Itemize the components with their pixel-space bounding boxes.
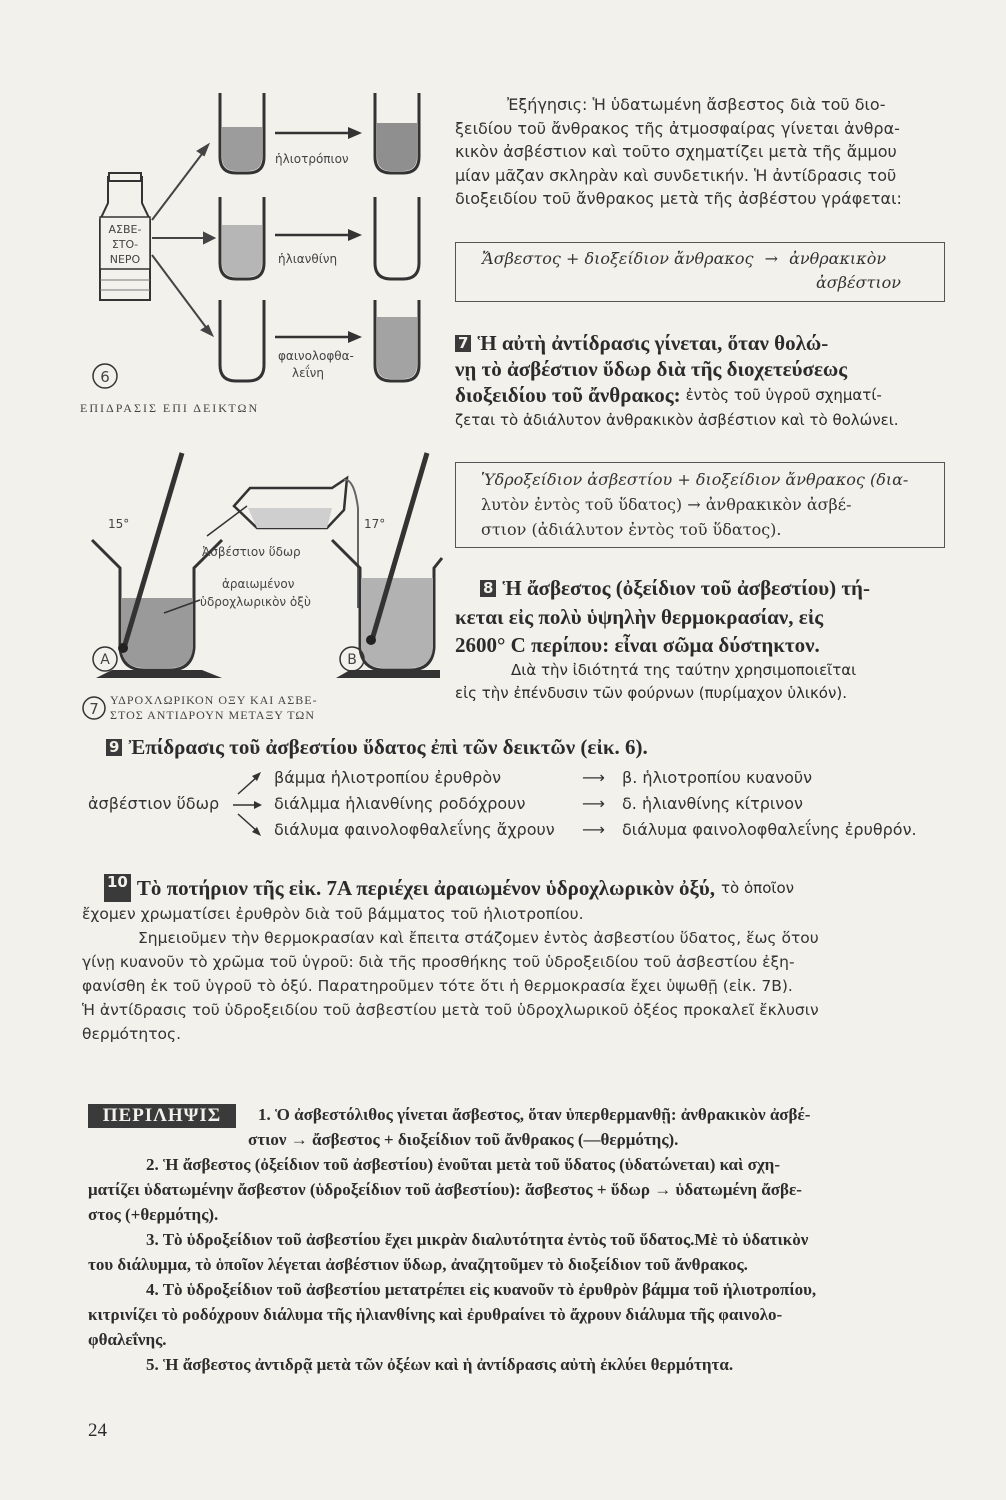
equation-1-rhs-1: ἀνθρακικὸν xyxy=(789,249,887,268)
lime-water-bottle xyxy=(100,173,150,300)
section-8 xyxy=(480,574,955,602)
summary-line: ματίζει ὑδατωμένην ἄσβεστον (ὑδροξείδιον τοῦ ἀσβεστίου): ἄσβεστος + ὕδωρ → ὑδατωμένη ἄσβε- xyxy=(88,1180,802,1199)
reaction-from-2: διάλμμα ἡλιανθίνης ροδόχρουν xyxy=(274,794,526,813)
section-7-heading-3: διοξειδίου τοῦ ἄνθρακος: xyxy=(455,383,681,407)
section-10-heading-tail: τὸ ὁποῖον xyxy=(721,879,795,897)
figure-6-caption: ΕΠΙΔΡΑΣΙΣ ΕΠΙ ΔΕΙΚΤΩΝ xyxy=(80,401,260,415)
summary-line: 4. Τὸ ὑδροξείδιον τοῦ ἀσβεστίου μετατρέπει εἰς κυανοῦν τὸ ἐρυθρὸν βάμμα τοῦ ἡλιοτροπίου, xyxy=(146,1280,817,1299)
thermometer-b-temp: 17° xyxy=(364,517,386,531)
equation-2-line: λυτὸν ἐντὸς τοῦ ὕδατος) → ἀνθρακικὸν ἀσβέ- xyxy=(481,495,852,514)
summary-line: 1. Ὁ ἀσβεστόλιθος γίνεται ἄσβεστος, ὅταν ὑπερθερμανθῇ: ἀνθρακικὸν ἀσβέ- xyxy=(258,1105,811,1124)
section-9-title: Ἐπίδρασις τοῦ ἀσβεστίου ὕδατος ἐπὶ τῶν δεικτῶν (εἰκ. 6). xyxy=(128,735,648,759)
equation-1-rhs-2: ἀσβέστιον xyxy=(816,273,901,292)
summary-line: φθαλεΐνης. xyxy=(88,1330,167,1349)
section-10-line: γίνῃ κυανοῦν τὸ χρῶμα τοῦ ὑγροῦ: διὰ τῆς προσθήκης τοῦ ὑδροξειδίου τοῦ ἀσβεστίου ἐξη- xyxy=(82,953,795,971)
equation-box-1 xyxy=(455,242,945,302)
equation-2-line: Ὑδροξείδιον ἀσβεστίου + διοξείδιον ἄνθρακος (δια- xyxy=(481,470,909,489)
section-7-text-2: ζεται τὸ ἀδιάλυτον ἀνθρακικὸν ἀσβέστιον καὶ τὸ θολώνει. xyxy=(455,411,899,429)
figure-7-caption-1: ΥΔΡΟΧΛΩΡΙΚΟΝ ΟΞΥ ΚΑΙ ΑΣΒΕ- xyxy=(110,693,318,707)
reaction-from-3: διάλυμα φαινολοφθαλεΐνης ἄχρουν xyxy=(274,820,555,839)
explanation-line: κικὸν ἀσβέστιον καὶ τοῦτο σχηματίζει μετὰ τῆς ἄμμου xyxy=(455,142,897,161)
summary-line: του διάλυμμα, τὸ ὁποῖον λέγεται ἀσβέστιον ὕδωρ, ἀναζητοῦμεν τὸ διοξείδιον τοῦ ἄνθρακος. xyxy=(88,1255,748,1274)
equation-1-lhs: Ἄσβεστος + διοξείδιον ἄνθρακος xyxy=(482,249,754,268)
section-10-line: Ἡ ἀντίδρασις τοῦ ὑδροξειδίου τοῦ ἀσβεστίου μετὰ τοῦ ὑδροχλωρικοῦ ὀξέος προκαλεῖ ἔκλυσιν xyxy=(82,1001,819,1019)
figure-7-beakers xyxy=(82,448,442,728)
section-9-heading xyxy=(106,734,648,760)
section-8-heading-3: 2600° C περίπου: εἶναι σῶμα δύστηκτον. xyxy=(455,633,820,657)
reaction-to-2: δ. ἡλιανθίνης κίτρινον xyxy=(622,794,803,813)
section-8-text-2: εἰς τὴν ἐπένδυσιν τῶν φούρνων (πυρίμαχον ὑλικόν). xyxy=(455,684,847,702)
explanation-paragraph xyxy=(455,93,950,211)
indicator-methyl-orange: ἡλιανθίνη xyxy=(278,252,338,266)
bottle-label-1: ΑΣΒΕ- xyxy=(108,223,142,236)
figure-6-indicators xyxy=(80,85,440,425)
section-10-heading: Τὸ ποτήριον τῆς εἰκ. 7Α περιέχει ἀραιωμένον ὑδροχλωρικὸν ὀξύ, xyxy=(136,876,716,900)
summary-line: 2. Ἡ ἄσβεστος (ὀξείδιον τοῦ ἀσβεστίου) ἑνοῦται μετὰ τοῦ ὕδατος (ὑδατώνεται) καὶ σχη- xyxy=(146,1155,780,1174)
section-7-heading-2: νῃ τὸ ἀσβέστιον ὕδωρ διὰ τῆς διοχετεύσεως xyxy=(455,357,848,381)
section-7-number: 7 xyxy=(455,335,471,352)
section-9-number: 9 xyxy=(106,739,122,756)
indicator-reactions xyxy=(88,764,958,844)
summary-line: κιτρινίζει τὸ ροδόχρουν διάλυμα τῆς ἡλιανθίνης καὶ ἐρυθραίνει τὸ ἄχρουν διάλυμα τῆς φαινολο- xyxy=(88,1305,783,1324)
arrow-icon: ⟶ xyxy=(582,768,605,787)
summary-line: 5. Ἡ ἄσβεστος ἀντιδρᾷ μετὰ τῶν ὀξέων καὶ ἡ ἀντίδρασις αὐτὴ ἐκλύει θερμότητα. xyxy=(146,1355,734,1374)
summary-text xyxy=(88,1102,958,1377)
section-10-line: ἔχομεν χρωματίσει ἐρυθρὸν διὰ τοῦ βάμματος τοῦ ἡλιοτροπίου. xyxy=(82,905,584,923)
explanation-line: διοξειδίου τοῦ ἄνθρακος μετὰ τῆς ἀσβέστου γράφεται: xyxy=(455,189,902,208)
section-8-text-1: Διὰ τὴν ἰδιότητά της ταύτην χρησιμοποιεῖται xyxy=(511,661,857,679)
thermometer-a-temp: 15° xyxy=(108,517,130,531)
section-7-heading-1: Ἡ αὐτὴ ἀντίδρασις γίνεται, ὅταν θολώ- xyxy=(477,331,829,355)
summary-label: ΠΕΡΙΛΗΨΙΣ xyxy=(88,1104,236,1128)
equation-box-2 xyxy=(455,462,945,548)
section-10 xyxy=(82,874,962,1046)
section-7 xyxy=(455,330,950,432)
arrow-icon: → xyxy=(764,249,778,268)
arrow-icon: ⟶ xyxy=(582,820,605,839)
indicator-litmus: ἡλιοτρόπιον xyxy=(275,152,349,166)
bottle-label-2: ΣΤΟ- xyxy=(111,238,139,251)
arrow-icon: ⟶ xyxy=(582,794,605,813)
explanation-line: ξειδίου τοῦ ἄνθρακος τῆς ἀτμοσφαίρας γίνεται ἀνθρα- xyxy=(455,118,900,138)
reaction-source: ἀσβέστιον ὕδωρ xyxy=(88,794,220,813)
section-8-heading-1: Ἡ ἄσβεστος (ὀξείδιον τοῦ ἀσβεστίου) τή- xyxy=(502,576,870,600)
explanation-line: μίαν μᾶζαν σκληρὰν καὶ συνδετικήν. Ἡ ἀντίδρασις τοῦ xyxy=(455,165,897,185)
bottle-label-3: ΝΕΡΟ xyxy=(109,253,141,266)
equation-2-line: στιον (ἀδιάλυτον ἐντὸς τοῦ ὕδατος). xyxy=(481,520,782,539)
section-8-heading-2: κεται εἰς πολὺ ὑψηλὴν θερμοκρασίαν, εἰς xyxy=(455,605,824,629)
beaker-b-label: B xyxy=(347,652,357,668)
page-number: 24 xyxy=(88,1420,107,1441)
beaker-a-label: A xyxy=(100,652,110,668)
figure-7-caption-2: ΣΤΟΣ ΑΝΤΙΔΡΟΥΝ ΜΕΤΑΞΥ ΤΩΝ xyxy=(110,708,315,722)
reaction-arrows xyxy=(228,764,268,844)
summary-line: στος (+θερμότης). xyxy=(88,1205,219,1224)
figure-6-number: 6 xyxy=(100,368,110,386)
section-8-number: 8 xyxy=(480,580,496,597)
label-dilute-acid-1: ἀραιωμένον xyxy=(222,577,295,591)
indicator-phenolphthalein-1: φαινολοφθα- xyxy=(278,349,354,363)
section-10-line: Σημειοῦμεν τὴν θερμοκρασίαν καὶ ἔπειτα στάζομεν ἐντὸς ἀσβεστίου ὕδατος, ἕως ὅτου xyxy=(138,929,819,947)
label-dilute-acid-2: ὑδροχλωρικὸν ὀξὺ xyxy=(200,595,311,609)
figure-7-number: 7 xyxy=(89,700,99,718)
section-10-line: θερμότητος. xyxy=(82,1025,182,1043)
summary-line: στιον → ἄσβεστος + διοξείδιον τοῦ ἄνθρακος (—θερμότης). xyxy=(248,1130,679,1149)
indicator-phenolphthalein-2: λεΐνη xyxy=(292,366,324,380)
reaction-to-1: β. ἡλιοτροπίου κυανοῦν xyxy=(622,768,813,787)
section-10-line: φανίσθη ἐκ τοῦ ὑγροῦ τὸ ὀξύ. Παρατηροῦμεν τότε ὅτι ἡ θερμοκρασία ἔχει ὑψωθῇ (εἰκ. 7Β). xyxy=(82,977,793,995)
section-7-text-1: ἐντὸς τοῦ ὑγροῦ σχηματί- xyxy=(685,386,882,404)
reaction-to-3: διάλυμα φαινολοφθαλεΐνης ἐρυθρόν. xyxy=(622,820,917,839)
explanation-line: Ἐξήγησις: Ἡ ὑδατωμένη ἄσβεστος διὰ τοῦ διο- xyxy=(507,95,886,114)
summary-line: 3. Τὸ ὑδροξείδιον τοῦ ἀσβεστίου ἔχει μικρὰν διαλυτότητα ἐντὸς τοῦ ὕδατος.Μὲ τὸ ὑδατικὸν xyxy=(146,1230,809,1249)
reaction-from-1: βάμμα ἡλιοτροπίου ἐρυθρὸν xyxy=(274,768,502,787)
section-10-number: 10 xyxy=(104,874,131,902)
label-lime-water: Ἀσβέστιον ὕδωρ xyxy=(202,545,301,559)
